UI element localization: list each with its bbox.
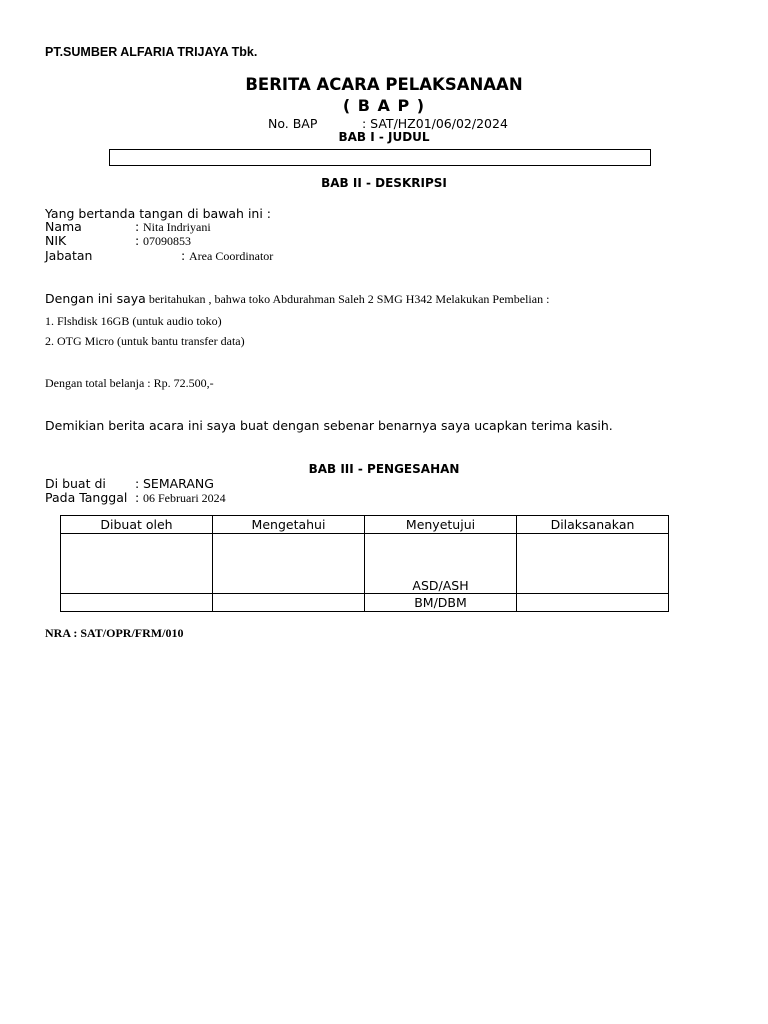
field-colon: : bbox=[135, 476, 140, 491]
judul-box bbox=[109, 149, 651, 166]
intro-text: Yang bertanda tangan di bawah ini : bbox=[45, 206, 272, 221]
date-value: 06 Februari 2024 bbox=[143, 491, 226, 505]
statement-text bbox=[45, 291, 549, 307]
signature-table bbox=[60, 515, 669, 612]
purchase-item: 2. OTG Micro (untuk bantu transfer data) bbox=[45, 334, 245, 348]
name-cell bbox=[517, 594, 669, 612]
company-name: PT.SUMBER ALFARIA TRIJAYA Tbk. bbox=[45, 45, 258, 59]
section-heading-bab3: BAB III - PENGESAHAN bbox=[308, 462, 460, 476]
closing-text: Demikian berita acara ini saya buat dengan sebenar benarnya saya ucapkan terima kasih. bbox=[45, 418, 613, 433]
header-cell-menyetujui: Menyetujui bbox=[365, 516, 517, 534]
field-colon: : bbox=[135, 219, 140, 234]
name-row bbox=[61, 594, 669, 612]
signature-cell bbox=[517, 534, 669, 594]
field-value-nama: Nita Indriyani bbox=[143, 220, 211, 234]
nra-code: NRA : SAT/OPR/FRM/010 bbox=[45, 626, 184, 640]
field-label-nama: Nama bbox=[45, 219, 82, 234]
field-colon: : bbox=[181, 248, 186, 263]
header-cell-mengetahui: Mengetahui bbox=[213, 516, 365, 534]
total-text: Dengan total belanja : Rp. 72.500,- bbox=[45, 376, 214, 390]
field-value-jabatan: Area Coordinator bbox=[189, 249, 274, 263]
field-colon: : bbox=[135, 490, 140, 505]
table-header-row bbox=[61, 516, 669, 534]
section-heading-bab2: BAB II - DESKRIPSI bbox=[321, 176, 447, 190]
name-cell bbox=[61, 594, 213, 612]
signature-cell bbox=[61, 534, 213, 594]
bap-number-value: : SAT/HZ01/06/02/2024 bbox=[362, 116, 508, 131]
purchase-item: 1. Flshdisk 16GB (untuk audio toko) bbox=[45, 314, 222, 328]
date-label: Pada Tanggal bbox=[45, 490, 128, 505]
signature-space-row bbox=[61, 534, 669, 594]
name-cell bbox=[213, 594, 365, 612]
statement-lead: Dengan ini saya bbox=[45, 291, 146, 306]
place-label: Di buat di bbox=[45, 476, 106, 491]
section-heading-bab1: BAB I - JUDUL bbox=[338, 130, 430, 144]
name-cell-bm-dbm: BM/DBM bbox=[365, 594, 517, 612]
field-value-nik: 07090853 bbox=[143, 234, 191, 248]
signature-cell bbox=[213, 534, 365, 594]
bap-number-label: No. BAP bbox=[268, 116, 318, 131]
field-label-jabatan: Jabatan bbox=[45, 248, 93, 263]
statement-rest: beritahukan , bahwa toko Abdurahman Saleh 2 SMG H342 Melakukan Pembelian : bbox=[145, 292, 550, 306]
document-subtitle: ( B A P ) bbox=[342, 96, 426, 115]
signature-cell-asd-ash: ASD/ASH bbox=[365, 534, 517, 594]
header-cell-dibuat-oleh: Dibuat oleh bbox=[61, 516, 213, 534]
field-label-nik: NIK bbox=[45, 233, 67, 248]
field-colon: : bbox=[135, 233, 140, 248]
place-value: SEMARANG bbox=[143, 476, 214, 491]
header-cell-dilaksanakan: Dilaksanakan bbox=[517, 516, 669, 534]
document-title: BERITA ACARA PELAKSANAAN bbox=[245, 75, 523, 94]
